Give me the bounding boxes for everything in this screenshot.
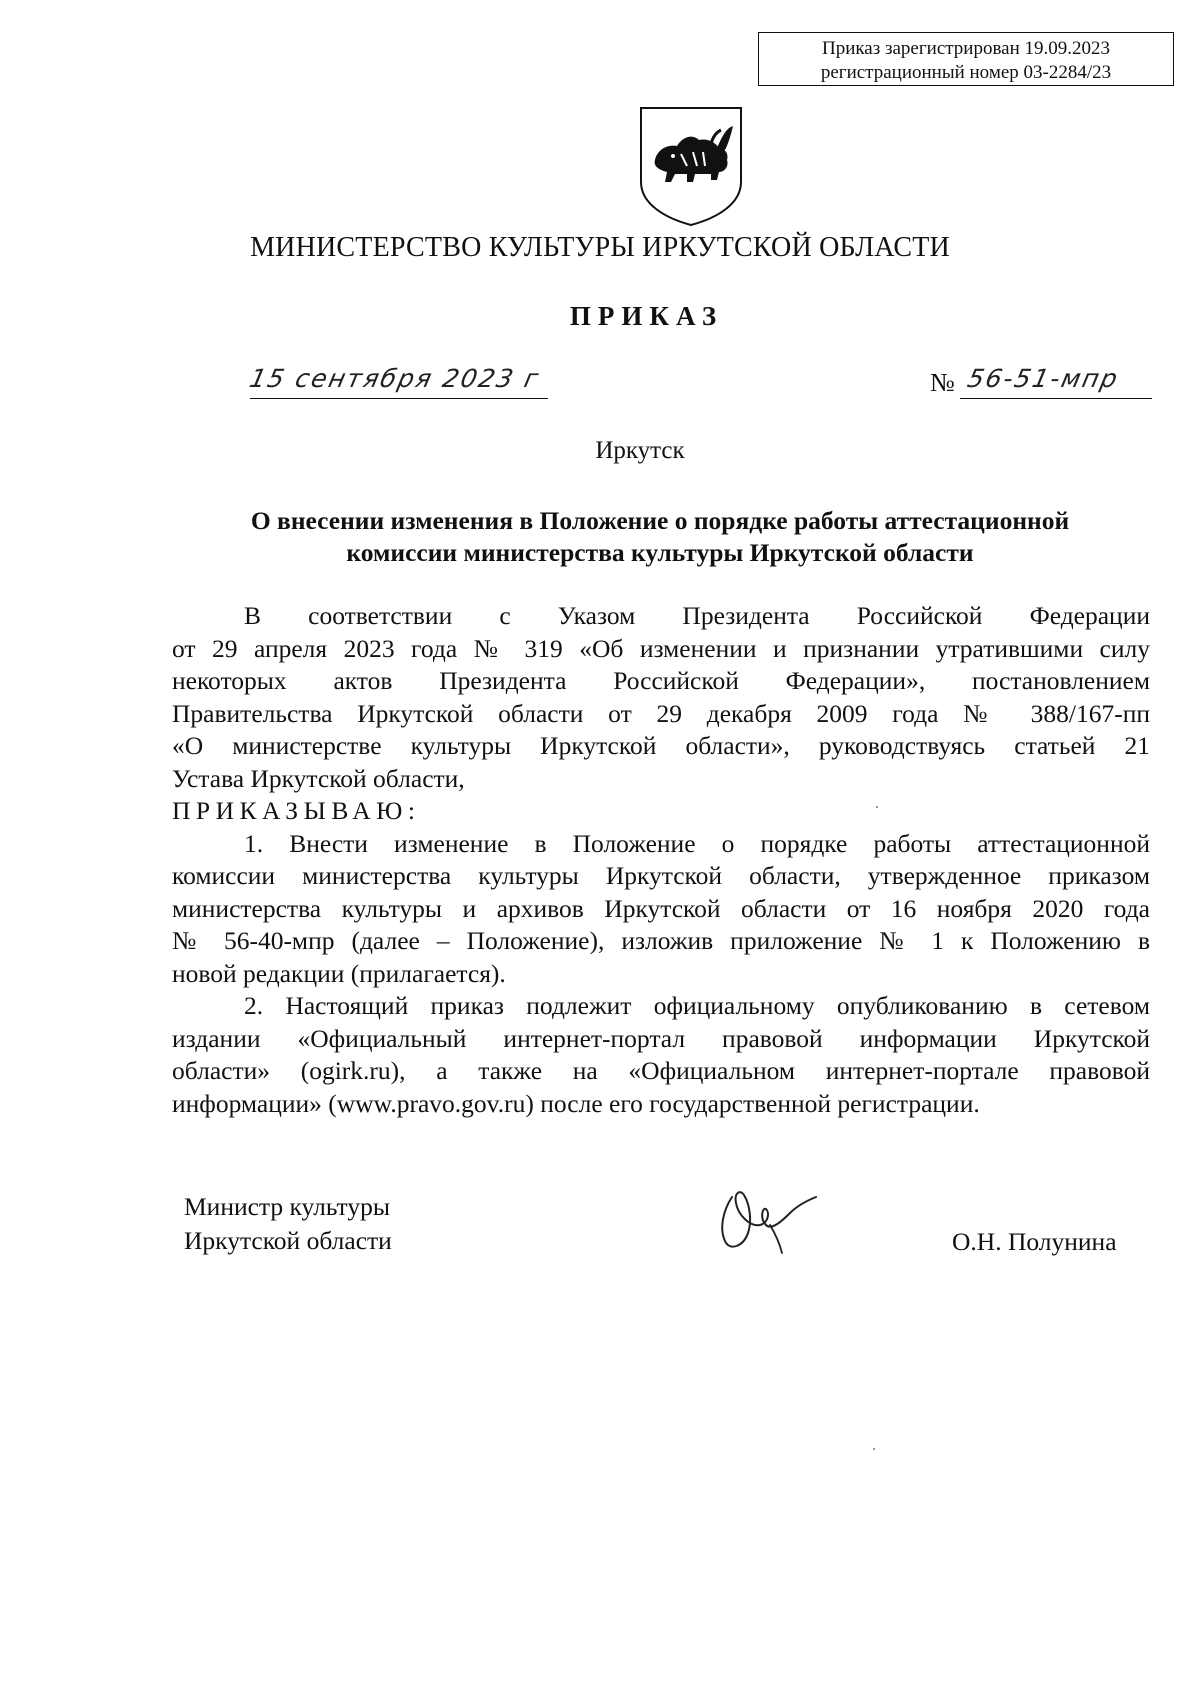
city: Иркутск [595,437,685,464]
document-type-title: ПРИКАЗ [569,301,724,331]
document-body [172,600,1150,1120]
ministry-name: МИНИСТЕРСТВО КУЛЬТУРЫ ИРКУТСКОЙ ОБЛАСТИ [250,232,950,263]
signer-name: О.Н. Полунина [952,1227,1117,1256]
item1-line: новой редакции (прилагается). [172,958,506,988]
signer-position [184,1190,392,1258]
document-subject [180,505,1140,569]
signer-position-line: Министр культуры [184,1192,390,1221]
handwritten-number: 56-51-мпр [964,364,1122,393]
item2-line: издании «Официальный интернет-портал правовой информации Иркутской [172,1023,1150,1053]
coat-of-arms-irkutsk-icon [637,104,745,228]
registration-stamp-line1: Приказ зарегистрирован 19.09.2023 [821,38,1111,59]
scan-speck [873,1448,875,1450]
registration-stamp [758,32,1174,86]
signer-position-line: Иркутской области [184,1226,392,1255]
item2-line: информации» (www.pravo.gov.ru) после его государственной регистрации. [172,1088,980,1118]
item2-line: 2. Настоящий приказ подлежит официальному опубликованию в сетевом [244,991,1150,1020]
item2-line: области» (ogirk.ru), а также на «Официальном интернет-портале правовой [172,1056,1150,1085]
preamble-line: Устава Иркутской области, [172,763,465,793]
preamble-line: В соответствии с Указом Президента Российской Федерации [244,601,1150,630]
item1-line: № 56-40-мпр (далее – Положение), изложив приложение № 1 к Положению в [172,926,1150,955]
number-label: № [930,368,955,397]
subject-line: О внесении изменения в Положение о порядке работы аттестационной [250,506,1070,535]
item1-line: 1. Внести изменение в Положение о порядке работы аттестационной [244,828,1150,858]
subject-line: комиссии министерства культуры Иркутской области [346,538,974,567]
handwritten-date: 15 сентября 2023 г [246,364,543,393]
order-word: ПРИКАЗЫВАЮ: [172,796,421,825]
preamble-line: от 29 апреля 2023 года № 319 «Об изменении и признании утратившими силу [172,633,1150,663]
preamble-line: Правительства Иркутской области от 29 декабря 2009 года № 388/167-пп [172,698,1150,728]
registration-stamp-line2: регистрационный номер 03-2284/23 [820,62,1112,83]
preamble-line: некоторых актов Президента Российской Федерации», постановлением [172,666,1150,695]
item1-line: комиссии министерства культуры Иркутской области, утвержденное приказом [172,861,1150,890]
preamble-line: «О министерстве культуры Иркутской области», руководствуясь статьей 21 [172,731,1150,760]
handwritten-signature-icon [710,1185,820,1255]
scan-speck [876,806,878,808]
item1-line: министерства культуры и архивов Иркутской области от 16 ноября 2020 года [172,893,1150,923]
